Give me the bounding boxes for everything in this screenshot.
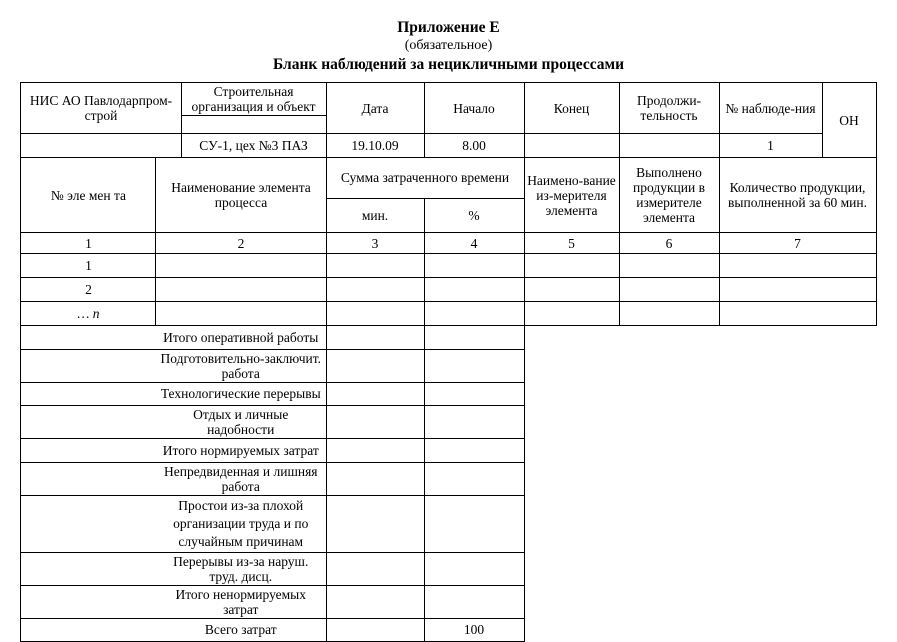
col-time-min-header: мин.: [326, 198, 424, 232]
column-number-row: [21, 233, 876, 254]
form-title: Бланк наблюдений за нецикличными процессами: [272, 56, 625, 73]
row-elem-name[interactable]: [156, 302, 326, 326]
summary-pct[interactable]: [424, 382, 524, 406]
col-done-in-meter-header: Выполнено продукции в измерителе элемента: [619, 158, 719, 233]
summary-pct[interactable]: [424, 439, 524, 463]
row-time-min[interactable]: [326, 278, 424, 302]
column-header-row: [21, 158, 876, 199]
appendix-title: Приложение Е: [397, 19, 500, 36]
object-value-cell[interactable]: СУ-1, цех №3 ПАЗ: [181, 134, 326, 158]
col-time-pct-header: %: [424, 198, 524, 232]
col-elem-no-header: № эле мен та: [21, 158, 156, 233]
row-elem-no[interactable]: 1: [21, 254, 156, 278]
summary-min[interactable]: [326, 382, 424, 406]
row-time-min[interactable]: [326, 302, 424, 326]
summary-min[interactable]: [326, 462, 424, 495]
summary-label: Всего затрат: [156, 618, 326, 642]
row-done-in-meter[interactable]: [619, 302, 719, 326]
col-number-1: 1: [21, 233, 156, 254]
summary-min[interactable]: [326, 406, 424, 439]
row-meter-name[interactable]: [524, 278, 619, 302]
summary-min[interactable]: [326, 618, 424, 642]
row-meter-name[interactable]: [524, 254, 619, 278]
row-elem-no[interactable]: 2: [21, 278, 156, 302]
summary-label: Подготовительно-заключит. работа: [156, 349, 326, 382]
row-elem-no[interactable]: … n: [21, 302, 156, 326]
summary-pct[interactable]: [424, 349, 524, 382]
date-value-cell[interactable]: 19.10.09: [326, 134, 424, 158]
summary-row: [21, 326, 876, 350]
row-done-in-meter[interactable]: [619, 254, 719, 278]
observation-no-value-cell[interactable]: 1: [719, 134, 822, 158]
row-time-min[interactable]: [326, 254, 424, 278]
col-number-4: 4: [424, 233, 524, 254]
row-elem-name[interactable]: [156, 278, 326, 302]
duration-label-cell: Продолжи-тельность: [619, 83, 719, 134]
summary-pct[interactable]: [424, 462, 524, 495]
col-number-2: 2: [156, 233, 326, 254]
col-meter-name-header: Наимено-вание из-мерителя элемента: [524, 158, 619, 233]
row-time-pct[interactable]: [424, 302, 524, 326]
start-value-cell[interactable]: 8.00: [424, 134, 524, 158]
summary-label: Отдых и личные надобности: [156, 406, 326, 439]
summary-min[interactable]: [326, 439, 424, 463]
row-qty-60[interactable]: [719, 278, 876, 302]
observation-no-label-cell: № наблюде-ния: [719, 83, 822, 134]
summary-pct[interactable]: [424, 585, 524, 618]
summary-label: Итого ненормируемых затрат: [156, 585, 326, 618]
summary-min[interactable]: [326, 349, 424, 382]
col-qty-60-header: Количество продукции, выполненной за 60 мин.: [719, 158, 876, 233]
row-qty-60[interactable]: [719, 254, 876, 278]
row-time-pct[interactable]: [424, 278, 524, 302]
row-meter-name[interactable]: [524, 302, 619, 326]
start-label-cell: Начало: [424, 83, 524, 134]
col-number-3: 3: [326, 233, 424, 254]
summary-empty-area: [524, 326, 876, 642]
summary-min[interactable]: [326, 495, 424, 552]
summary-label: Простои из-за плохой организации труда и по случайным причинам: [156, 495, 326, 552]
mandatory-note: (обязательное): [404, 38, 493, 53]
col-number-5: 5: [524, 233, 619, 254]
col-time-sum-header: Сумма затраченного времени: [326, 158, 524, 199]
row-qty-60[interactable]: [719, 302, 876, 326]
summary-label: Итого оперативной работы: [156, 326, 326, 350]
col-elem-name-header: Наименование элемента процесса: [156, 158, 326, 233]
org-value-cell[interactable]: [21, 134, 181, 158]
summary-min[interactable]: [326, 552, 424, 585]
top-header-row: [21, 83, 876, 116]
duration-value-cell[interactable]: [619, 134, 719, 158]
table-row: [21, 278, 876, 302]
top-values-row: [21, 134, 876, 158]
org-name-cell: НИС АО Павлодарпром-строй: [21, 83, 181, 134]
date-label-cell: Дата: [326, 83, 424, 134]
table-row: [21, 302, 876, 326]
row-elem-name[interactable]: [156, 254, 326, 278]
on-label-cell: ОН: [822, 83, 876, 158]
summary-label: Непредвиденная и лишняя работа: [156, 462, 326, 495]
summary-pct[interactable]: [424, 552, 524, 585]
observation-form-table: [20, 82, 876, 642]
document-header: [0, 0, 897, 75]
end-value-cell[interactable]: [524, 134, 619, 158]
summary-label: Итого нормируемых затрат: [156, 439, 326, 463]
row-done-in-meter[interactable]: [619, 278, 719, 302]
summary-pct[interactable]: [424, 326, 524, 350]
col-number-7: 7: [719, 233, 876, 254]
col-number-6: 6: [619, 233, 719, 254]
object-label-cell: Строительная организация и объект: [181, 83, 326, 116]
summary-min[interactable]: [326, 326, 424, 350]
summary-pct[interactable]: [424, 495, 524, 552]
summary-label: Перерывы из-за наруш. труд. дисц.: [156, 552, 326, 585]
row-time-pct[interactable]: [424, 254, 524, 278]
end-label-cell: Конец: [524, 83, 619, 134]
table-row: [21, 254, 876, 278]
object-label-cell-cont: [181, 116, 326, 134]
summary-pct[interactable]: [424, 406, 524, 439]
summary-pct[interactable]: 100: [424, 618, 524, 642]
summary-min[interactable]: [326, 585, 424, 618]
summary-label: Технологические перерывы: [156, 382, 326, 406]
